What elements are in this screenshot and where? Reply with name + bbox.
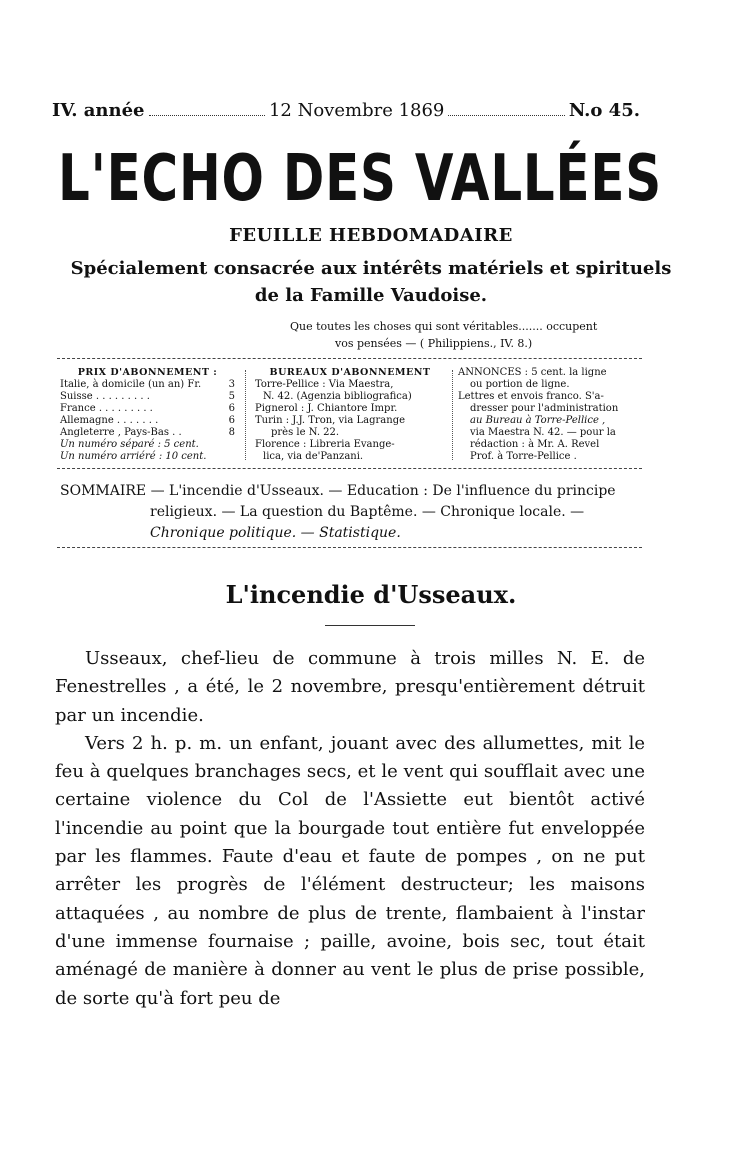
price-row: Italie, à domicile (un an) Fr. 3 bbox=[60, 379, 235, 390]
masthead-tagline-2: de la Famille Vaudoise. bbox=[254, 285, 488, 306]
title-underline bbox=[325, 625, 415, 626]
issue-line bbox=[52, 100, 640, 121]
contents-line: Chronique politique. — Statistique. bbox=[150, 525, 401, 541]
dotted-leader bbox=[448, 101, 564, 116]
advertising-info bbox=[458, 367, 643, 463]
ad-line: via Maestra N. 42. — pour la bbox=[470, 427, 616, 438]
price-row: France . . . . . . . . . 6 bbox=[60, 403, 235, 414]
column-separator bbox=[452, 370, 453, 460]
article-title: L'incendie d'Usseaux. bbox=[225, 580, 517, 609]
subscription-offices bbox=[255, 367, 445, 463]
office-line: Pignerol : J. Chiantore Impr. bbox=[255, 403, 398, 414]
ad-line: au Bureau à Torre-Pellice , bbox=[470, 415, 606, 426]
office-line: N. 42. (Agenzia bibliografica) bbox=[263, 391, 412, 402]
office-line: Turin : J.J. Tron, via Lagrange bbox=[255, 415, 406, 426]
price-row: Allemagne . . . . . . . 6 bbox=[60, 415, 235, 426]
subscription-prices bbox=[60, 367, 235, 463]
offices-heading: BUREAUX D'ABONNEMENT bbox=[269, 367, 431, 378]
office-line: Torre-Pellice : Via Maestra, bbox=[255, 379, 394, 390]
price-row: Angleterre , Pays-Bas . . 8 bbox=[60, 427, 235, 438]
contents-line: religieux. — La question du Baptême. — Chronique locale. — bbox=[150, 504, 585, 520]
column-separator bbox=[245, 370, 246, 460]
ad-line: ou portion de ligne. bbox=[470, 379, 570, 390]
masthead-tagline: Spécialement consacrée aux intérêts matériels et spirituels bbox=[70, 258, 672, 279]
epigraph-line: vos pensées — ( Philippiens., IV. 8.) bbox=[335, 337, 533, 350]
epigraph-line: Que toutes les choses qui sont véritables....... occupent bbox=[290, 320, 598, 333]
ad-line: ANNONCES : 5 cent. la ligne bbox=[458, 367, 607, 378]
volume-year: IV. année bbox=[52, 100, 145, 121]
office-line: lica, via de'Panzani. bbox=[263, 451, 364, 462]
price-row: Suisse . . . . . . . . . 5 bbox=[60, 391, 235, 402]
article-paragraph: Usseaux, chef-lieu de commune à trois milles N. E. de Fenestrelles , a été, le 2 novembre, presqu'entièrement détruit par un incendie. bbox=[55, 648, 645, 726]
article-paragraph: Vers 2 h. p. m. un enfant, jouant avec des allumettes, mit le feu à quelques branchages secs, et le vent qui soufflait avec une certaine violence du Col de l'Assiette eut bientôt activé l'incendie au point que la bourgade tout entière fut enveloppée par les flammes. Faute d'eau et faute de pompes , on ne put arrêter les progrès de l'élément destructeur; les maisons attaquées , au nombre de plus de trente, flambaient à l'instar d'une immense fournaise ; paille, avoine, bois sec, tout était aménagé de manière à donner au vent le plus de prise possible, de sorte qu'à fort peu de bbox=[55, 732, 645, 1009]
ad-line: Lettres et envois franco. S'a- bbox=[458, 391, 604, 402]
masthead-subtitle: FEUILLE HEBDOMADAIRE bbox=[229, 225, 513, 246]
issue-date: 12 Novembre 1869 bbox=[268, 100, 445, 121]
prices-heading: PRIX D'ABONNEMENT : bbox=[77, 367, 218, 378]
back-issue-price: Un numéro arriéré : 10 cent. bbox=[60, 451, 207, 462]
contents-line: SOMMAIRE — L'incendie d'Usseaux. — Education : De l'influence du principe bbox=[60, 483, 616, 499]
dotted-leader bbox=[149, 101, 265, 116]
issue-number: N.o 45. bbox=[568, 100, 640, 121]
office-line: près le N. 22. bbox=[271, 427, 340, 438]
divider-rule bbox=[57, 468, 642, 469]
masthead-title: L'ECHO DES VALLÉES bbox=[58, 142, 662, 216]
table-of-contents bbox=[60, 481, 650, 544]
ad-line: Prof. à Torre-Pellice . bbox=[470, 451, 577, 462]
divider-rule bbox=[57, 358, 642, 359]
divider-rule bbox=[57, 547, 642, 548]
office-line: Florence : Libreria Evange- bbox=[255, 439, 395, 450]
ad-line: dresser pour l'administration bbox=[470, 403, 619, 414]
article-body bbox=[55, 645, 645, 1013]
ad-line: rédaction : à Mr. A. Revel bbox=[470, 439, 600, 450]
epigraph bbox=[290, 318, 650, 352]
single-issue-price: Un numéro séparé : 5 cent. bbox=[60, 439, 199, 450]
